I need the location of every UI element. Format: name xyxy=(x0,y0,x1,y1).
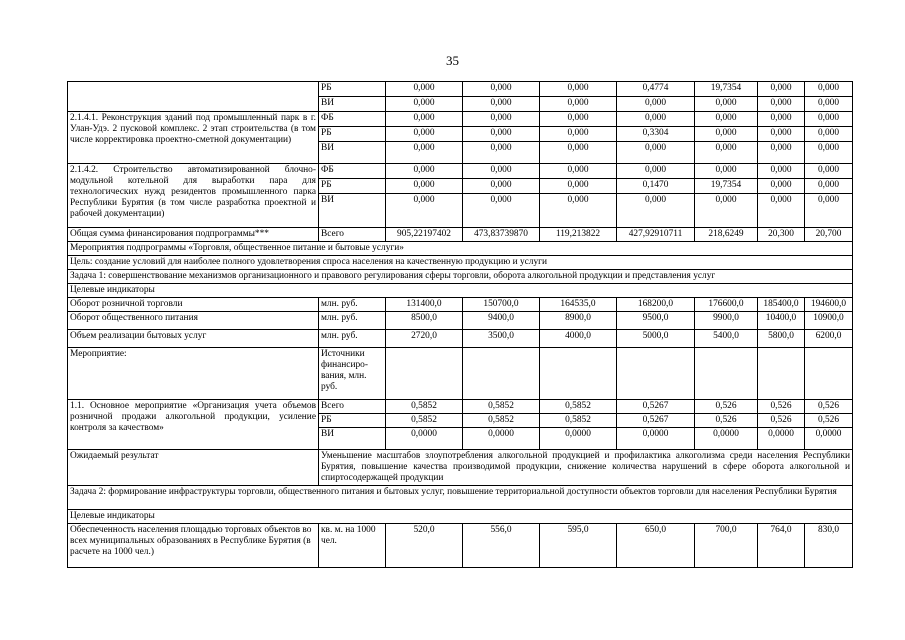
table-row xyxy=(68,348,853,400)
section-heading: Мероприятия подпрограммы «Торговля, общественное питание и бытовые услуги» xyxy=(68,242,853,256)
value-cell: 0,000 xyxy=(695,127,758,142)
value-cell: 5800,0 xyxy=(758,330,805,348)
value-cell: 0,000 xyxy=(758,97,805,112)
value-cell: 9900,0 xyxy=(695,312,758,330)
value-cell: 0,000 xyxy=(695,112,758,127)
value-cell: 0,000 xyxy=(758,82,805,97)
value-cell: 0,000 xyxy=(463,112,540,127)
unit-cell: Всего xyxy=(319,400,386,414)
value-cell: 0,000 xyxy=(805,142,853,164)
value-cell: 119,213822 xyxy=(540,228,617,242)
table-row xyxy=(68,450,853,486)
value-cell: 0,0000 xyxy=(463,428,540,450)
value-cell: 0,526 xyxy=(758,400,805,414)
value-cell: 0,000 xyxy=(805,179,853,194)
value-cell: 0,000 xyxy=(540,97,617,112)
value-cell: 700,0 xyxy=(695,524,758,568)
measure-label-2-1-4-1: 2.1.4.1. Реконструкция зданий под промышленный парк в г. Улан-Удэ. 2 пусковой комплекс. 2 этап строительства (в том числе корректировка проектно-сметной документации) xyxy=(68,112,319,164)
table-row xyxy=(68,164,853,179)
value-cell: 0,000 xyxy=(617,112,695,127)
table-row xyxy=(68,242,853,256)
value-cell: 0,000 xyxy=(617,164,695,179)
value-cell: 5000,0 xyxy=(617,330,695,348)
value-cell: 0,000 xyxy=(805,164,853,179)
value-cell: 0,000 xyxy=(805,112,853,127)
value-cell: 0,0000 xyxy=(617,428,695,450)
row-label xyxy=(68,82,319,112)
value-cell: 0,526 xyxy=(758,414,805,428)
indicators-heading: Целевые индикаторы xyxy=(68,510,853,524)
value-cell: 0,000 xyxy=(463,179,540,194)
value-cell: 0,000 xyxy=(463,142,540,164)
value-cell: 0,000 xyxy=(805,194,853,228)
unit-cell: РБ xyxy=(319,179,386,194)
unit-cell: Всего xyxy=(319,228,386,242)
unit-cell: РБ xyxy=(319,127,386,142)
main-measure-label: 1.1. Основное мероприятие «Организация учета объемов розничной продажи алкогольной продукции, усиление контроля за качеством» xyxy=(68,400,319,450)
table-row xyxy=(68,256,853,270)
indicator-label: Оборот розничной торговли xyxy=(68,298,319,312)
table-row xyxy=(68,82,853,97)
value-cell: 0,5852 xyxy=(540,400,617,414)
value-cell: 10900,0 xyxy=(805,312,853,330)
program-table xyxy=(67,81,853,568)
value-cell: 0,0000 xyxy=(386,428,463,450)
value-cell: 218,6249 xyxy=(695,228,758,242)
table-row xyxy=(68,486,853,510)
value-cell: 520,0 xyxy=(386,524,463,568)
value-cell: 176600,0 xyxy=(695,298,758,312)
value-cell: 0,000 xyxy=(540,82,617,97)
value-cell: 0,000 xyxy=(758,112,805,127)
value-cell: 0,000 xyxy=(758,142,805,164)
value-cell: 0,000 xyxy=(463,194,540,228)
value-cell: 185400,0 xyxy=(758,298,805,312)
value-cell: 0,000 xyxy=(617,142,695,164)
total-label: Общая сумма финансирования подпрограммы*** xyxy=(68,228,319,242)
unit-cell: РБ xyxy=(319,414,386,428)
value-cell: 830,0 xyxy=(805,524,853,568)
value-cell: 5400,0 xyxy=(695,330,758,348)
unit-cell: ФБ xyxy=(319,164,386,179)
value-cell: 0,0000 xyxy=(695,428,758,450)
value-cell: 0,000 xyxy=(386,112,463,127)
value-cell: 0,000 xyxy=(758,194,805,228)
value-cell: 0,000 xyxy=(805,127,853,142)
measure-label-2-1-4-2: 2.1.4.2. Строительство автоматизированной блочно-модульной котельной для выработки пара для технологических нужд резидентов промышленного парка Республики Бурятия (в том числе разработка проектной и рабочей документации) xyxy=(68,164,319,228)
value-cell: 9400,0 xyxy=(463,312,540,330)
value-cell: 0,000 xyxy=(386,179,463,194)
value-cell: 0,000 xyxy=(540,179,617,194)
value-cell: 4000,0 xyxy=(540,330,617,348)
value-cell: 427,92910711 xyxy=(617,228,695,242)
value-cell: 0,526 xyxy=(695,414,758,428)
value-cell: 0,000 xyxy=(758,179,805,194)
value-cell: 164535,0 xyxy=(540,298,617,312)
empty-cell xyxy=(805,348,853,400)
value-cell: 0,000 xyxy=(695,194,758,228)
indicator-label: Объем реализации бытовых услуг xyxy=(68,330,319,348)
expected-result-label: Ожидаемый результат xyxy=(68,450,319,486)
value-cell: 3500,0 xyxy=(463,330,540,348)
table-row xyxy=(68,298,853,312)
task-2-text: Задача 2: формирование инфраструктуры торговли, общественного питания и бытовых услуг, повышение территориальной доступности объектов торговли для населения Республики Бурятия xyxy=(68,486,853,510)
value-cell: 0,5267 xyxy=(617,400,695,414)
value-cell: 19,7354 xyxy=(695,179,758,194)
table-row-total xyxy=(68,228,853,242)
value-cell: 0,1470 xyxy=(617,179,695,194)
value-cell: 0,4774 xyxy=(617,82,695,97)
value-cell: 0,526 xyxy=(805,400,853,414)
goal-text: Цель: создание условий для наиболее полного удовлетворения спроса населения на качественную продукцию и услуги xyxy=(68,256,853,270)
value-cell: 0,000 xyxy=(463,164,540,179)
value-cell: 0,0000 xyxy=(758,428,805,450)
value-cell: 0,000 xyxy=(463,82,540,97)
unit-cell: ВИ xyxy=(319,97,386,112)
unit-cell: ФБ xyxy=(319,112,386,127)
value-cell: 0,3304 xyxy=(617,127,695,142)
value-cell: 194600,0 xyxy=(805,298,853,312)
table-row xyxy=(68,330,853,348)
indicators-heading: Целевые индикаторы xyxy=(68,284,853,298)
table-row xyxy=(68,270,853,284)
empty-cell xyxy=(463,348,540,400)
value-cell: 8900,0 xyxy=(540,312,617,330)
value-cell: 131400,0 xyxy=(386,298,463,312)
value-cell: 0,000 xyxy=(386,194,463,228)
value-cell: 168200,0 xyxy=(617,298,695,312)
value-cell: 556,0 xyxy=(463,524,540,568)
value-cell: 0,000 xyxy=(463,127,540,142)
funding-sources-label: Источники финансиро-вания, млн. руб. xyxy=(319,348,386,400)
value-cell: 6200,0 xyxy=(805,330,853,348)
indicator-label: Оборот общественного питания xyxy=(68,312,319,330)
value-cell: 0,000 xyxy=(386,97,463,112)
unit-cell: ВИ xyxy=(319,428,386,450)
empty-cell xyxy=(386,348,463,400)
empty-cell xyxy=(695,348,758,400)
unit-cell: РБ xyxy=(319,82,386,97)
value-cell: 0,000 xyxy=(540,194,617,228)
value-cell: 0,000 xyxy=(386,164,463,179)
value-cell: 0,526 xyxy=(805,414,853,428)
value-cell: 0,000 xyxy=(617,97,695,112)
value-cell: 0,000 xyxy=(758,127,805,142)
value-cell: 0,000 xyxy=(386,127,463,142)
value-cell: 764,0 xyxy=(758,524,805,568)
unit-cell: млн. руб. xyxy=(319,312,386,330)
indicator-label: Обеспеченность населения площадью торговых объектов во всех муниципальных образованиях в Республике Бурятия (в расчете на 1000 чел.) xyxy=(68,524,319,568)
value-cell: 0,000 xyxy=(695,164,758,179)
value-cell: 905,22197402 xyxy=(386,228,463,242)
unit-cell: млн. руб. xyxy=(319,298,386,312)
value-cell: 0,000 xyxy=(386,142,463,164)
value-cell: 0,000 xyxy=(758,164,805,179)
measure-heading: Мероприятие: xyxy=(68,348,319,400)
empty-cell xyxy=(540,348,617,400)
table-row xyxy=(68,400,853,414)
unit-cell: млн. руб. xyxy=(319,330,386,348)
value-cell: 0,5852 xyxy=(463,400,540,414)
value-cell: 0,000 xyxy=(617,194,695,228)
value-cell: 0,000 xyxy=(695,142,758,164)
value-cell: 595,0 xyxy=(540,524,617,568)
value-cell: 20,700 xyxy=(805,228,853,242)
value-cell: 650,0 xyxy=(617,524,695,568)
table-row xyxy=(68,112,853,127)
value-cell: 10400,0 xyxy=(758,312,805,330)
value-cell: 0,526 xyxy=(695,400,758,414)
empty-cell xyxy=(617,348,695,400)
value-cell: 473,83739870 xyxy=(463,228,540,242)
unit-cell: ВИ xyxy=(319,142,386,164)
value-cell: 20,300 xyxy=(758,228,805,242)
expected-result-text: Уменьшение масштабов злоупотребления алкогольной продукцией и профилактика алкоголизма среди населения Республики Бурятия, повышение качества производимой продукции, снижение количества нарушений в сфере оборота алкогольной и спиртосодержащей продукции xyxy=(319,450,853,486)
value-cell: 0,0000 xyxy=(540,428,617,450)
unit-cell: кв. м. на 1000 чел. xyxy=(319,524,386,568)
value-cell: 0,0000 xyxy=(805,428,853,450)
value-cell: 0,5267 xyxy=(617,414,695,428)
table-row xyxy=(68,510,853,524)
unit-cell: ВИ xyxy=(319,194,386,228)
page-number: 35 xyxy=(446,53,459,68)
empty-cell xyxy=(758,348,805,400)
value-cell: 0,5852 xyxy=(386,414,463,428)
table-row xyxy=(68,284,853,298)
value-cell: 0,000 xyxy=(805,97,853,112)
value-cell: 0,000 xyxy=(540,112,617,127)
value-cell: 0,000 xyxy=(540,142,617,164)
value-cell: 0,000 xyxy=(695,97,758,112)
table-row xyxy=(68,312,853,330)
value-cell: 0,5852 xyxy=(386,400,463,414)
value-cell: 150700,0 xyxy=(463,298,540,312)
value-cell: 0,5852 xyxy=(540,414,617,428)
value-cell: 8500,0 xyxy=(386,312,463,330)
value-cell: 0,000 xyxy=(463,97,540,112)
value-cell: 0,000 xyxy=(805,82,853,97)
value-cell: 0,000 xyxy=(540,127,617,142)
table-row xyxy=(68,524,853,568)
value-cell: 0,000 xyxy=(540,164,617,179)
value-cell: 0,000 xyxy=(386,82,463,97)
value-cell: 19,7354 xyxy=(695,82,758,97)
value-cell: 9500,0 xyxy=(617,312,695,330)
value-cell: 0,5852 xyxy=(463,414,540,428)
task-1-text: Задача 1: совершенствование механизмов организационного и правового регулирования сферы торговли, оборота алкогольной продукции и представления услуг xyxy=(68,270,853,284)
value-cell: 2720,0 xyxy=(386,330,463,348)
